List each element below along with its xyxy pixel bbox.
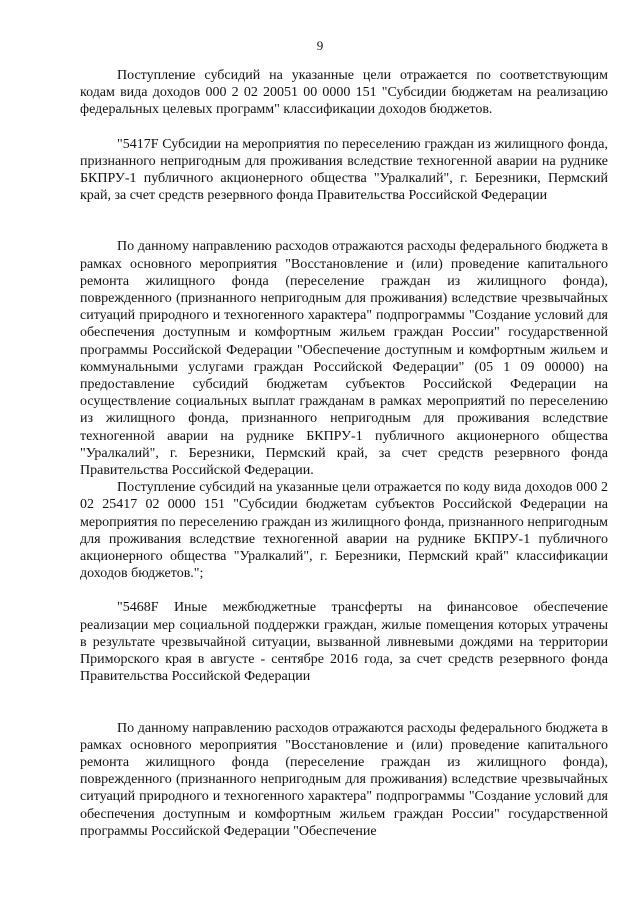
- document-body: [80, 67, 608, 840]
- paragraph-5417f-heading: "5417F Субсидии на мероприятия по переселению граждан из жилищного фонда, признанного непригодным для проживания вследствие техногенной аварии на руднике БКПРУ-1 публичного акционерного общества "Уралкалий", г. Березники, Пермский край, за счет средств резервного фонда Правительства Российской Федерации: [80, 136, 608, 204]
- paragraph-5468f-heading: "5468F Иные межбюджетные трансферты на финансовое обеспечение реализации мер социальной поддержки граждан, жилые помещения которых утрачены в результате чрезвычайной ситуации, вызванной ливневыми дождями на территории Приморского края в августе - сентябре 2016 года, за счет средств резервного фонда Правительства Российской Федерации: [80, 600, 608, 685]
- paragraph-5468f-description: По данному направлению расходов отражаются расходы федерального бюджета в рамках основного мероприятия "Восстановление и (или) проведение капитального ремонта жилищного фонда (переселение граждан из жилищного фонда), поврежденного (признанного непригодным для проживания) вследствие чрезвычайных ситуаций природного и техногенного характера" подпрограммы "Создание условий для обеспечения доступным и комфортным жильем граждан России" государственной программы Российской Федерации "Обеспечение: [80, 720, 608, 839]
- paragraph-5417f-description: По данному направлению расходов отражаются расходы федерального бюджета в рамках основного мероприятия "Восстановление и (или) проведение капитального ремонта жилищного фонда (переселение граждан из жилищного фонда), поврежденного (признанного непригодным для проживания) вследствие чрезвычайных ситуаций природного и техногенного характера" подпрограммы "Создание условий для обеспечения доступным и комфортным жильем граждан России" государственной программы Российской Федерации "Обеспечение доступным и комфортным жильем и коммунальными услугами граждан Российской Федерации" (05 1 09 00000) на предоставление субсидий бюджетам субъектов Российской Федерации на осуществление социальных выплат гражданам в рамках мероприятий по переселению из жилищного фонда, признанного непригодным для проживания вследствие техногенной аварии на руднике БКПРУ-1 публичного акционерного общества "Уралкалий", г. Березники, Пермский край, за счет средств резервного фонда Правительства Российской Федерации.: [80, 239, 608, 479]
- page-number: 9: [316, 38, 324, 53]
- paragraph-income-federal-programs: Поступление субсидий на указанные цели отражается по соответствующим кодам вида доходов 000 2 02 20051 00 0000 151 "Субсидии бюджетам на реализацию федеральных целевых программ" классификации доходов бюджетов.: [80, 68, 608, 118]
- paragraph-5417f-income-code: Поступление субсидий на указанные цели отражается по коду вида доходов 000 2 02 25417 02 0000 151 "Субсидии бюджетам субъектов Российской Федерации на мероприятия по переселению граждан из жилищного фонда, признанного непригодным для проживания вследствие техногенной аварии на руднике БКПРУ-1 публичного акционерного общества "Уралкалий", г. Березники, Пермский край" классификации доходов бюджетов.";: [80, 480, 608, 582]
